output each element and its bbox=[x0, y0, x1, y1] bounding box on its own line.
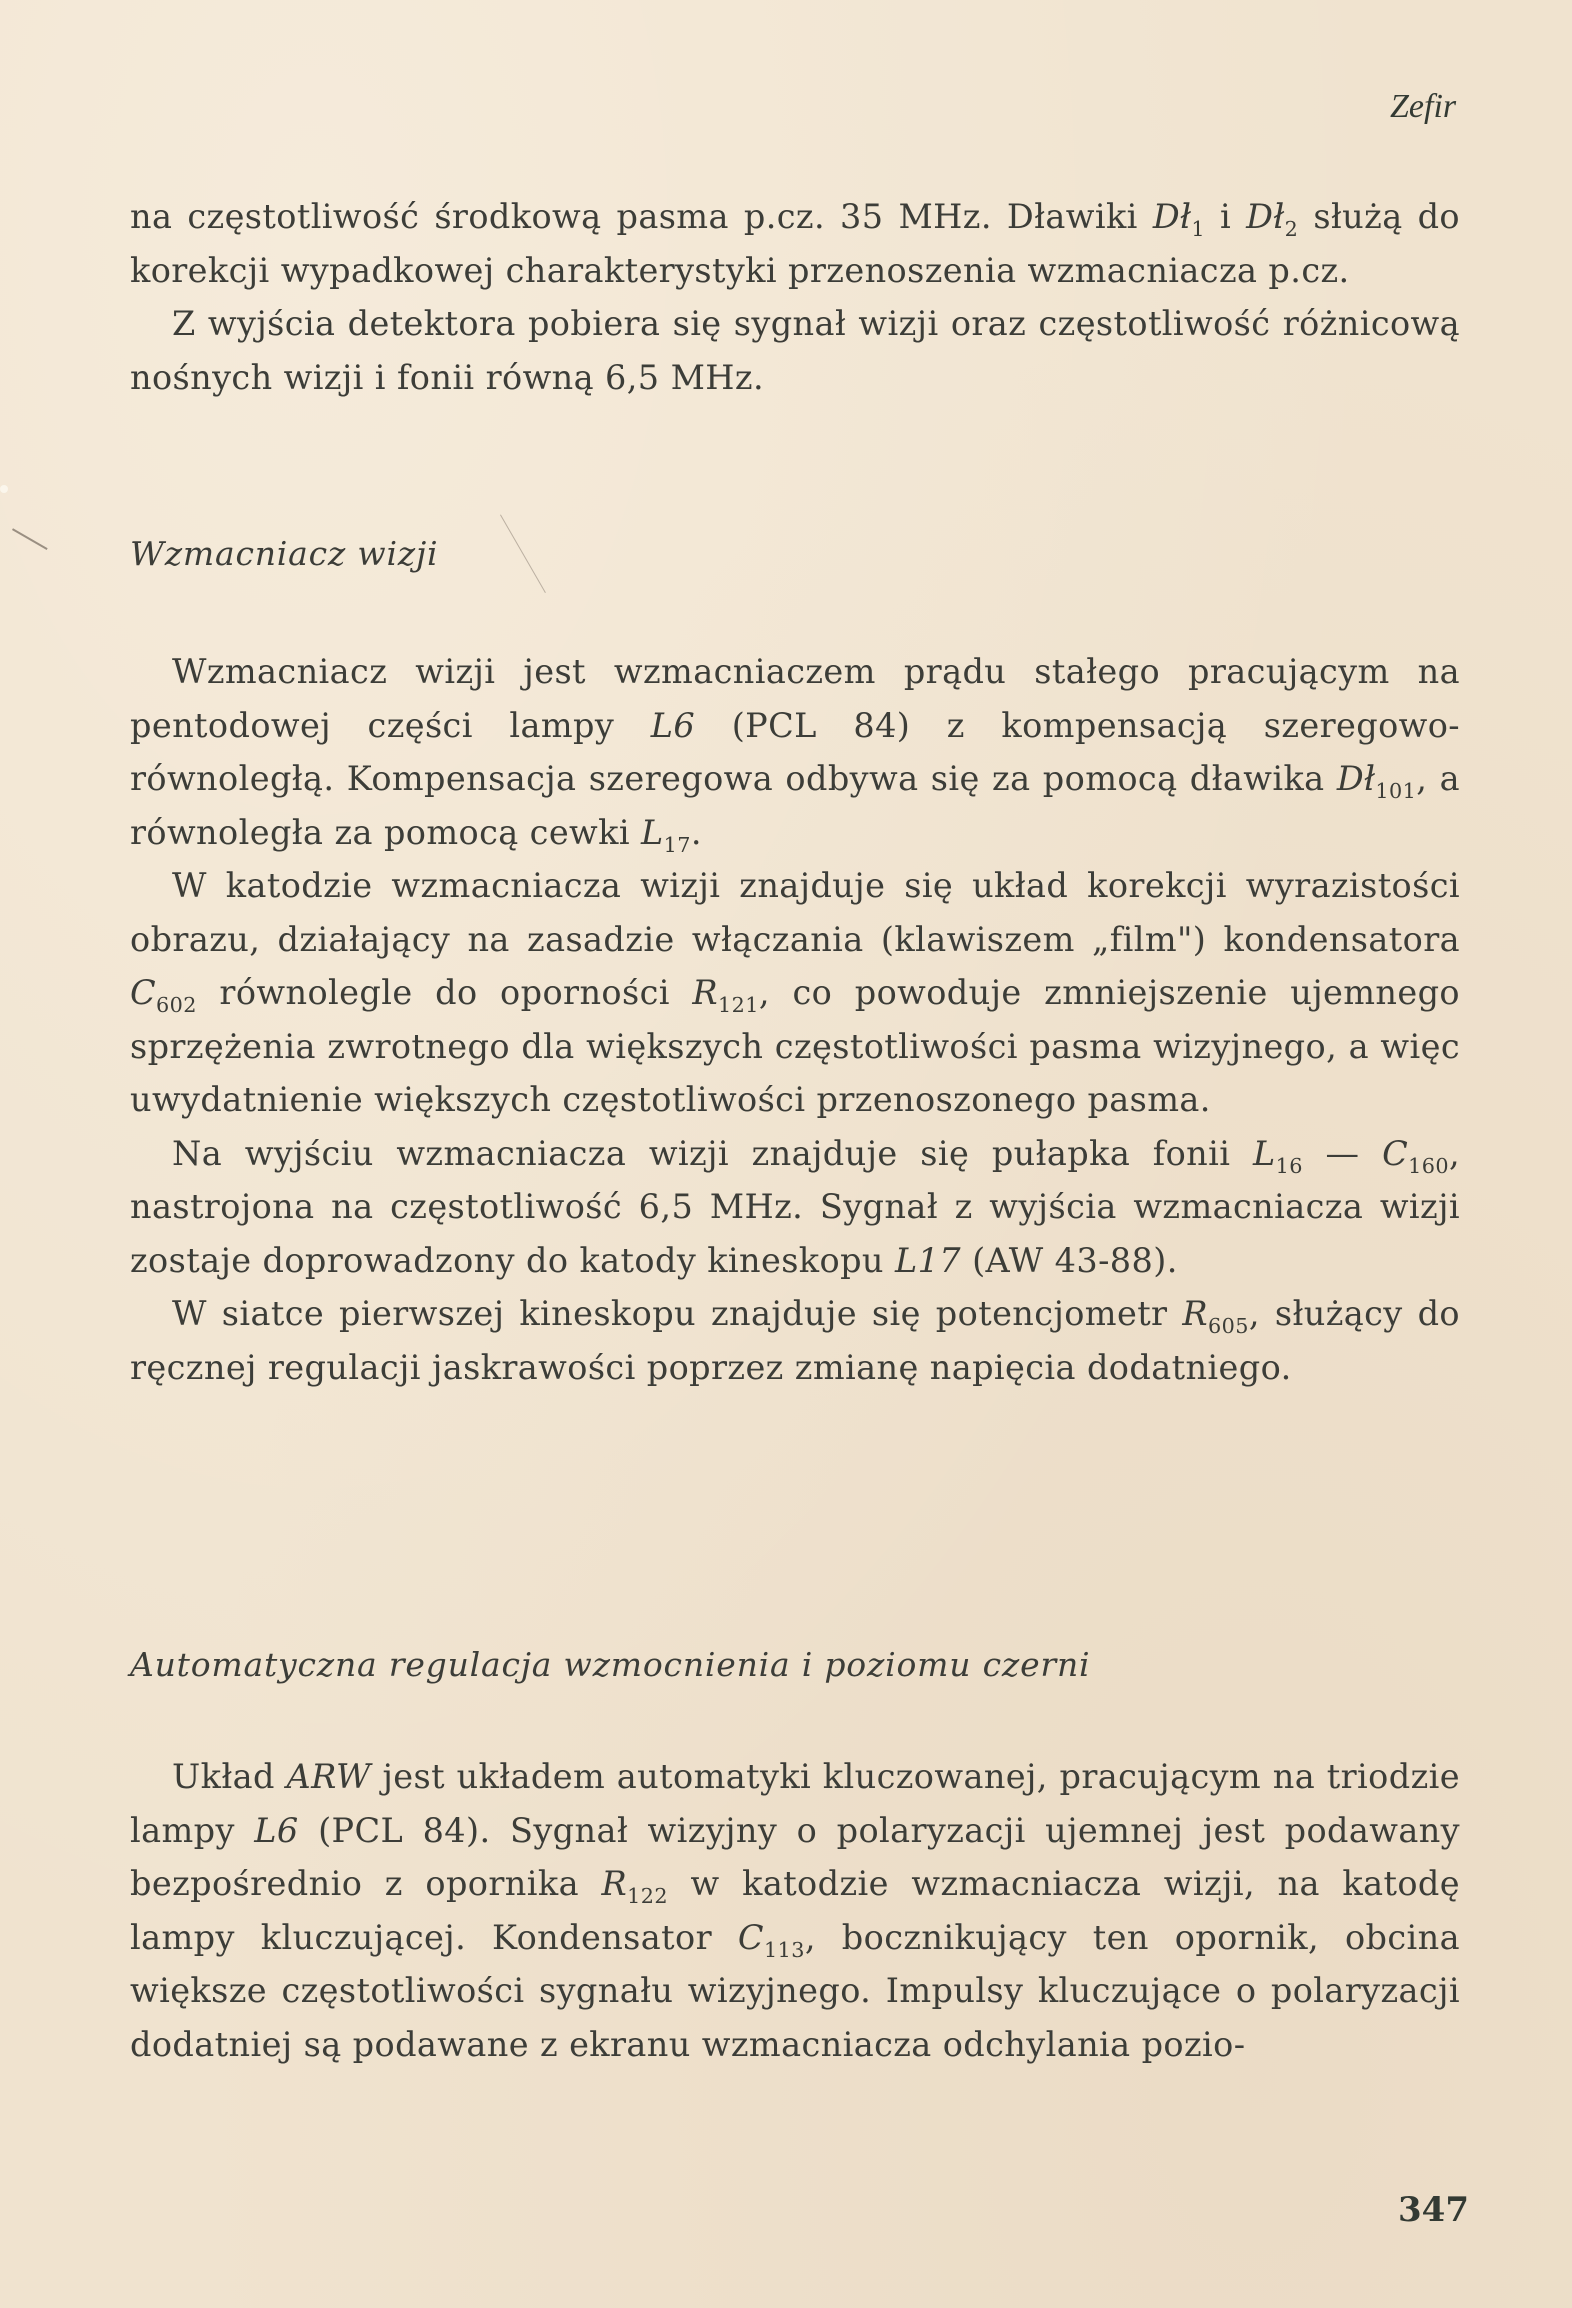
running-head: Zefir bbox=[1390, 88, 1457, 125]
section-heading: Wzmacniacz wizji bbox=[130, 534, 439, 573]
symbol: Dł bbox=[1246, 197, 1285, 236]
symbol: C bbox=[737, 1917, 764, 1957]
paper-scratch-mark bbox=[12, 528, 48, 550]
symbol: ARW bbox=[286, 1757, 371, 1796]
symbol: Dł bbox=[1152, 197, 1192, 236]
symbol: C bbox=[130, 973, 157, 1012]
text-block-section1 bbox=[130, 645, 1460, 1394]
paragraph: W siatce pierwszej kineskopu znajduje się potencjometr $R_{605}$, służący do ręcznej regulacji jaskrawości poprzez zmianę napięcia dodatniego. bbox=[130, 1294, 1460, 1387]
symbol: C bbox=[1382, 1133, 1409, 1173]
paragraph: Na wyjściu wzmacniacza wizji znajduje się pułapka fonii $L_{16}$ — $C_{160}$, nastrojona na częstotliwość 6,5 MHz. Sygnał z wyjścia wzmacniacza wizji zostaje doprowadzony do katody kineskopu L17 (AW 43-88). bbox=[130, 1133, 1461, 1280]
symbol: L bbox=[641, 812, 664, 852]
page-number: 347 bbox=[1398, 2190, 1469, 2230]
paragraph: na częstotliwość środkową pasma p.cz. 35 MHz. Dławiki $Dł_1$ i $Dł_2$ służą do korekcji wypadkowej charakterystyki przenoszenia wzmacniacza p.cz. bbox=[130, 197, 1460, 290]
paragraph: Układ ARW jest układem automatyki kluczowanej, pracującym na triodzie lampy L6 (PCL 84). Sygnał wizyjny o polaryzacji ujemnej jest podawany bezpośrednio z opornika $R_{122}$ w katodzie wzmacniacza wizji, na katodę lampy kluczującej. Kondensator $C_{113}$, bocznikujący ten opornik, obcina większe częstotliwości sygnału wizyjnego. Impulsy kluczujące o polaryzacji dodatniej są podawane z ekranu wzmacniacza odchylania pozio- bbox=[130, 1757, 1461, 2064]
symbol: L6 bbox=[254, 1810, 299, 1850]
section-heading: Automatyczna regulacja wzmocnienia i poziomu czerni bbox=[130, 1645, 1091, 1684]
paragraph: W katodzie wzmacniacza wizji znajduje się układ korekcji wyrazistości obrazu, działający na zasadzie włączania (klawiszem „film") kondensatora $C_{602}$ równolegle do oporności $R_{121}$, co powoduje zmniejszenie ujemnego sprzężenia zwrotnego dla większych częstotliwości pasma wizyjnego, a więc uwydatnienie większych częstotliwości przenoszonego pasma. bbox=[130, 866, 1460, 1119]
symbol: L6 bbox=[650, 705, 696, 745]
symbol: L17 bbox=[894, 1240, 962, 1280]
paper-spot bbox=[0, 485, 8, 493]
symbol: Dł bbox=[1336, 759, 1376, 798]
text-block-intro bbox=[130, 190, 1460, 404]
paper-scratch-mark bbox=[500, 515, 546, 593]
symbol: R bbox=[692, 973, 719, 1012]
paragraph: Wzmacniacz wizji jest wzmacniaczem prądu stałego pracującym na pentodowej części lampy L6 (PCL 84) z kompensacją szeregowo-równoległą. Kompensacja szeregowa odbywa się za pomocą dławika $Dł_{101}$, a równoległa za pomocą cewki $L_{17}$. bbox=[130, 652, 1461, 857]
symbol: R bbox=[1182, 1294, 1209, 1333]
text-block-section2 bbox=[130, 1750, 1460, 2071]
paragraph: Z wyjścia detektora pobiera się sygnał wizji oraz częstotliwość różnicową nośnych wizji i fonii równą 6,5 MHz. bbox=[130, 304, 1460, 397]
symbol: R bbox=[601, 1864, 628, 1903]
symbol: L bbox=[1253, 1133, 1276, 1173]
